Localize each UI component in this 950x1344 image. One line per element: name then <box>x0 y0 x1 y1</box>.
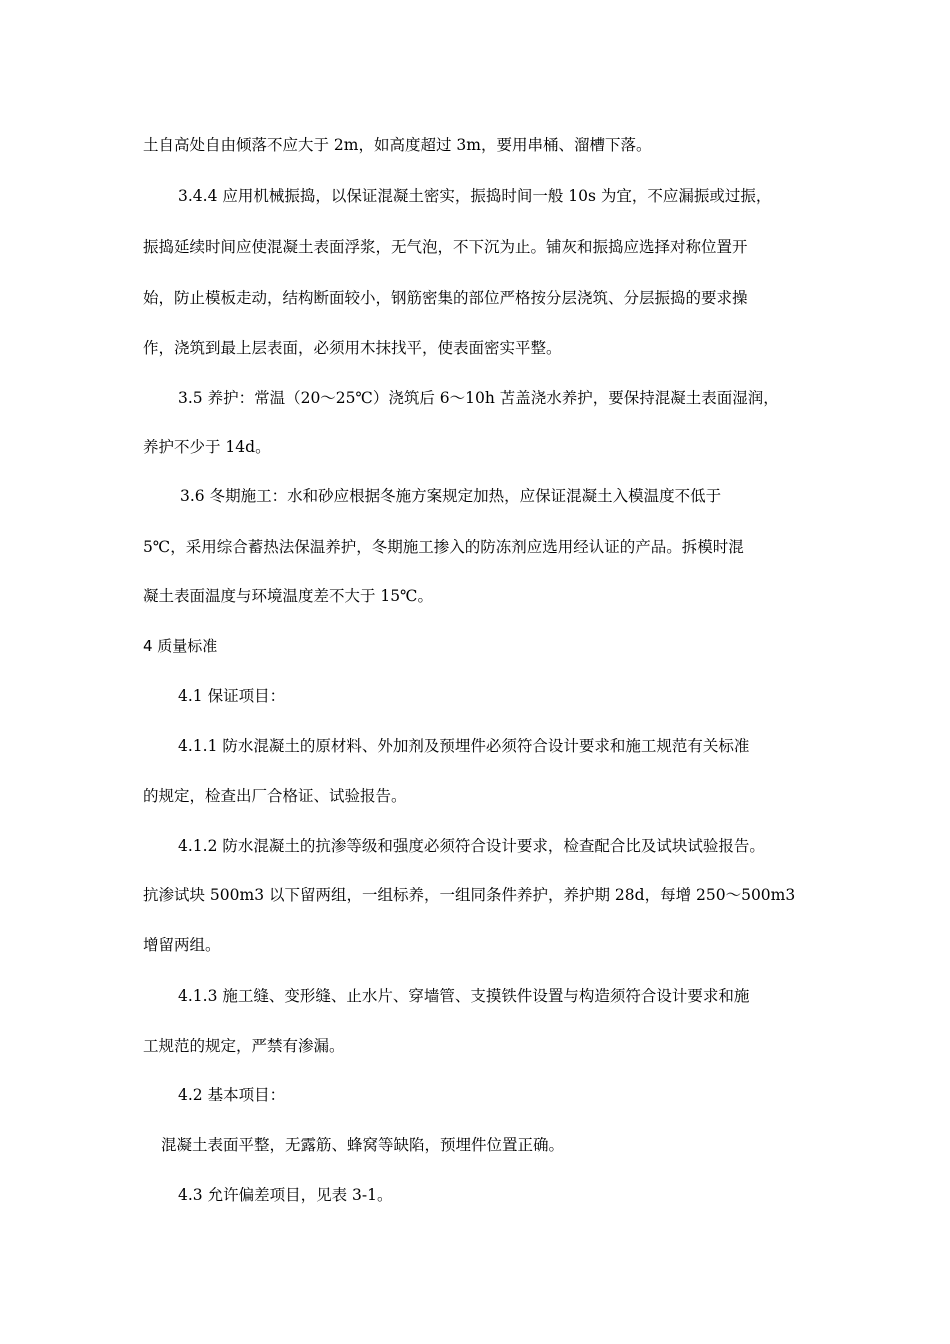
paragraph-line: 增留两组。 <box>143 936 221 954</box>
paragraph-line: 4.1 保证项目： <box>178 687 286 705</box>
paragraph-line: 混凝土表面平整，无露筋、蜂窝等缺陷，预埋件位置正确。 <box>161 1136 565 1154</box>
paragraph-line: 工规范的规定，严禁有渗漏。 <box>143 1037 345 1055</box>
paragraph-line: 始，防止模板走动，结构断面较小，钢筋密集的部位严格按分层浇筑、分层振捣的要求操 <box>143 289 748 307</box>
paragraph-line: 4.2 基本项目： <box>178 1086 286 1104</box>
paragraph-line: 4.3 允许偏差项目，见表 3-1。 <box>178 1186 393 1204</box>
section-heading: 4 质量标准 <box>143 637 218 655</box>
paragraph-line: 5℃，采用综合蓄热法保温养护，冬期施工掺入的防冻剂应选用经认证的产品。拆模时混 <box>143 538 744 556</box>
paragraph-line: 土自高处自由倾落不应大于 2m，如高度超过 3m，要用串桶、溜槽下落。 <box>143 136 652 154</box>
paragraph-line: 的规定，检查出厂合格证、试验报告。 <box>143 787 407 805</box>
paragraph-line: 4.1.2 防水混凝土的抗渗等级和强度必须符合设计要求，检查配合比及试块试验报告。 <box>178 837 765 855</box>
paragraph-line: 养护不少于 14d。 <box>143 438 271 456</box>
paragraph-line: 4.1.1 防水混凝土的原材料、外加剂及预埋件必须符合设计要求和施工规范有关标准 <box>178 737 750 755</box>
paragraph-line: 3.5 养护：常温（20～25℃）浇筑后 6～10h 苫盖浇水养护，要保持混凝土表面湿润， <box>178 389 779 407</box>
paragraph-line: 3.4.4 应用机械振捣，以保证混凝土密实，振捣时间一般 10s 为宜，不应漏振或过振， <box>178 187 772 205</box>
paragraph-line: 凝土表面温度与环境温度差不大于 15℃。 <box>143 587 433 605</box>
paragraph-line: 4.1.3 施工缝、变形缝、止水片、穿墙管、支摸铁件设置与构造须符合设计要求和施 <box>178 987 750 1005</box>
paragraph-line: 3.6 冬期施工：水和砂应根据冬施方案规定加热，应保证混凝土入模温度不低于 <box>180 487 722 505</box>
paragraph-line: 作，浇筑到最上层表面，必须用木抹找平，使表面密实平整。 <box>143 339 562 357</box>
paragraph-line: 振捣延续时间应使混凝土表面浮浆，无气泡，不下沉为止。铺灰和振捣应选择对称位置开 <box>143 238 748 256</box>
paragraph-line: 抗渗试块 500m3 以下留两组，一组标养，一组同条件养护，养护期 28d，每增 250～500m3 <box>143 886 796 904</box>
